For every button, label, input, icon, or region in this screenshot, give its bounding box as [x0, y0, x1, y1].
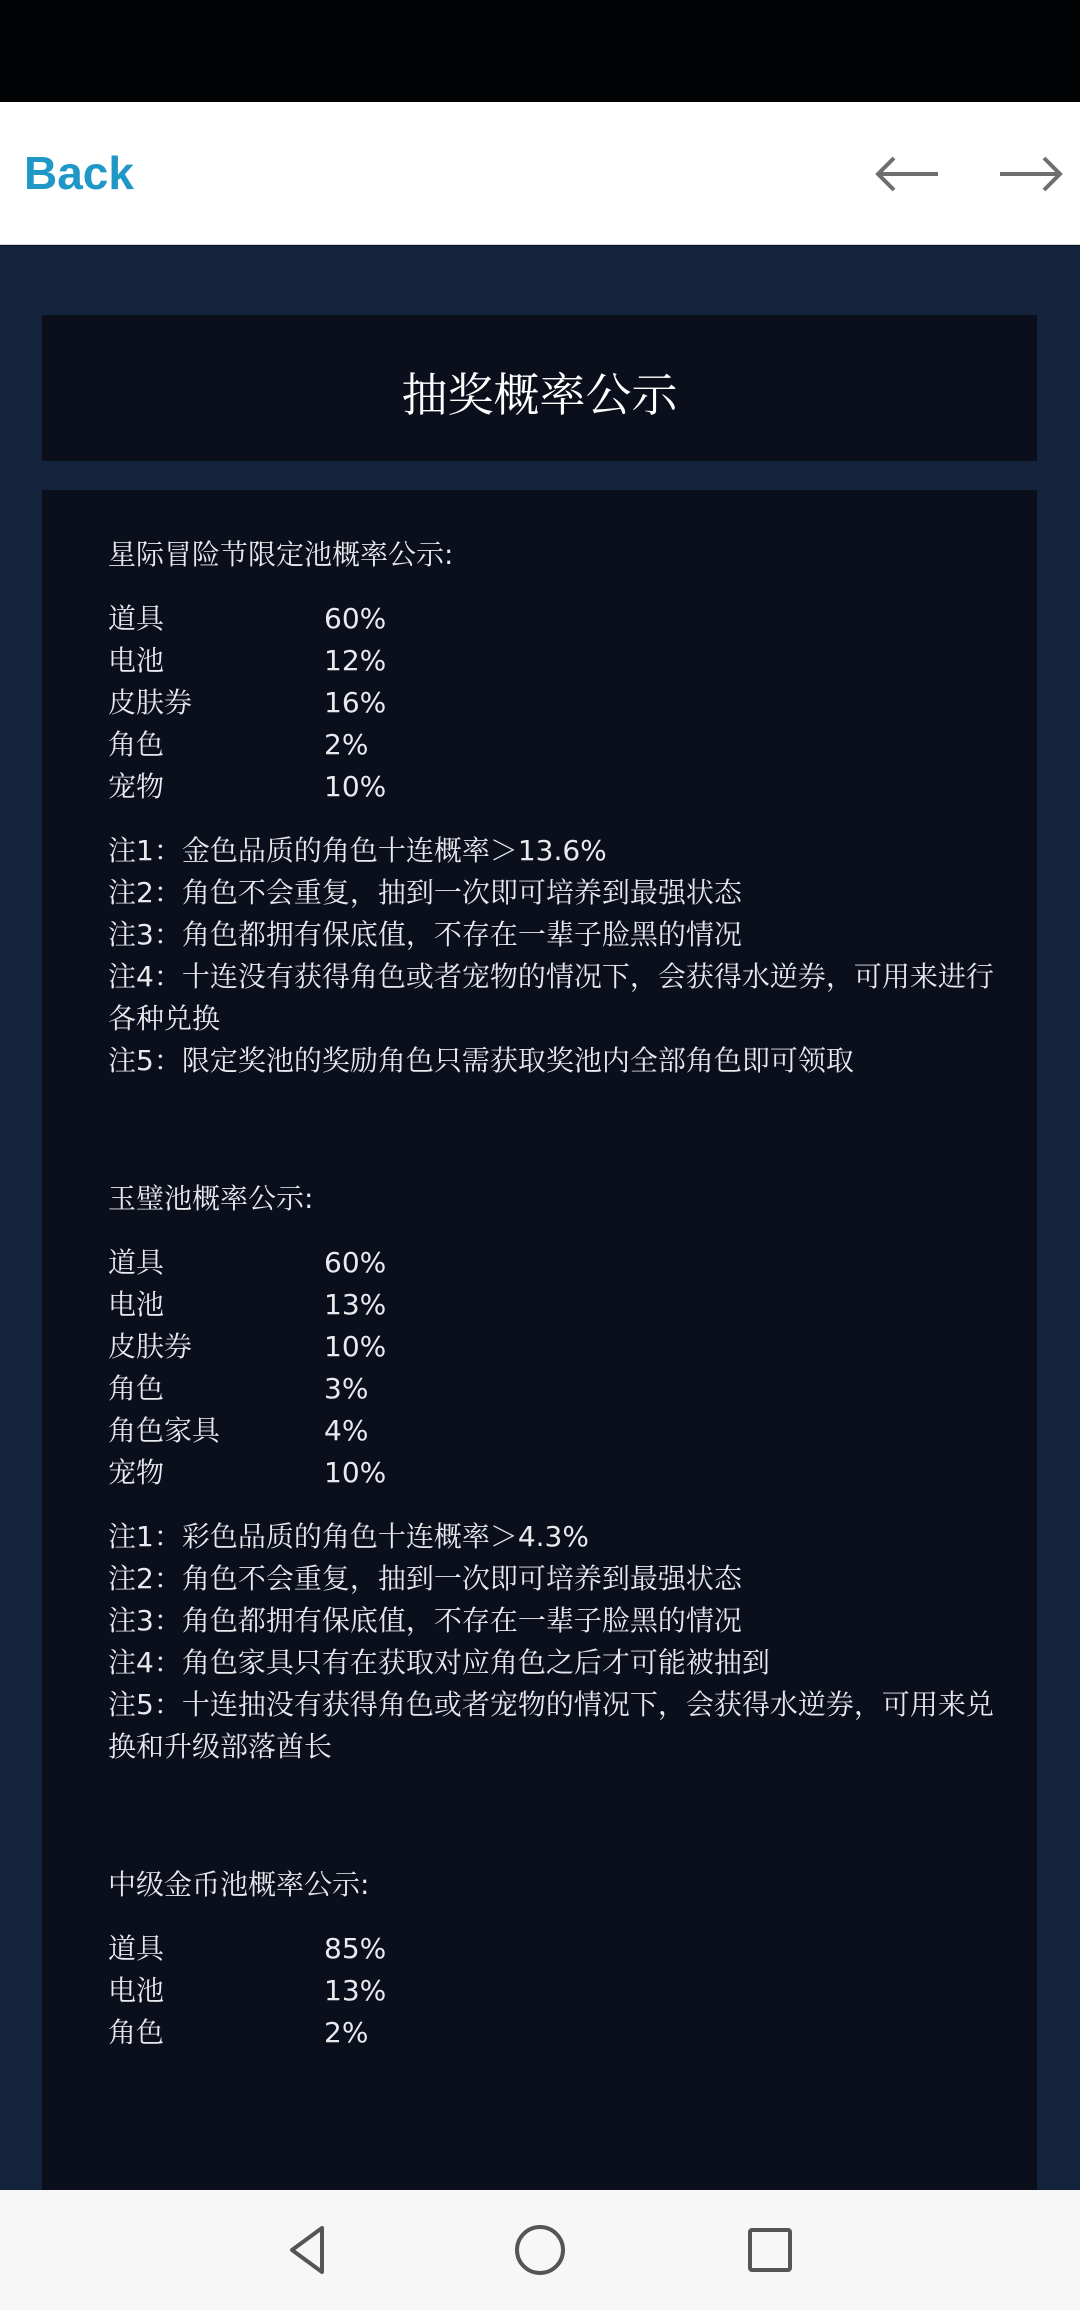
notes-list	[108, 1516, 1008, 1768]
note-text: 注4：角色家具只有在获取对应角色之后才可能被抽到	[108, 1646, 770, 1679]
probability-row	[108, 2012, 1008, 2044]
item-rate: 60%	[324, 1246, 387, 1279]
square-recent-icon[interactable]	[740, 2220, 800, 2280]
probability-row	[108, 598, 1008, 640]
probability-row	[108, 682, 1008, 724]
note-text: 注5：限定奖池的奖励角色只需获取奖池内全部角色即可领取	[108, 1044, 854, 1077]
item-rate: 10%	[324, 1330, 387, 1363]
item-name: 皮肤券	[108, 686, 193, 719]
item-name: 电池	[108, 644, 165, 677]
arrow-right-icon[interactable]	[996, 150, 1066, 198]
notes-list	[108, 830, 1008, 1082]
pool-section	[108, 1178, 1008, 1768]
item-name: 角色	[108, 1372, 165, 1405]
note-text: 注2：角色不会重复，抽到一次即可培养到最强状态	[108, 1562, 742, 1595]
item-name: 道具	[108, 1932, 165, 1965]
probability-row	[108, 1242, 1008, 1284]
item-rate: 3%	[324, 1372, 369, 1405]
item-name: 角色	[108, 728, 165, 761]
item-name: 电池	[108, 1288, 165, 1321]
item-name: 角色家具	[108, 1414, 221, 1447]
pool-section	[108, 534, 1008, 1082]
probability-row	[108, 724, 1008, 766]
circle-home-icon[interactable]	[510, 2220, 570, 2280]
probability-table	[108, 1928, 1008, 2044]
note-text: 注3：角色都拥有保底值，不存在一辈子脸黑的情况	[108, 1604, 742, 1637]
probability-row	[108, 1326, 1008, 1368]
item-name: 宠物	[108, 770, 165, 803]
probability-row	[108, 766, 1008, 808]
triangle-back-icon[interactable]	[278, 2220, 338, 2280]
note-text: 注5：十连抽没有获得角色或者宠物的情况下，会获得水逆券，可用来兑换和升级部落酋长	[108, 1688, 994, 1763]
item-rate: 13%	[324, 1974, 387, 2007]
probability-row	[108, 1284, 1008, 1326]
app-header	[0, 102, 1080, 245]
item-rate: 10%	[324, 770, 387, 803]
pools-container	[108, 534, 1008, 2044]
probability-row	[108, 640, 1008, 682]
item-rate: 10%	[324, 1456, 387, 1489]
item-rate: 16%	[324, 686, 387, 719]
note-text: 注1：彩色品质的角色十连概率＞4.3%	[108, 1520, 589, 1553]
note-text: 注4：十连没有获得角色或者宠物的情况下，会获得水逆券，可用来进行各种兑换	[108, 960, 994, 1035]
status-bar	[0, 0, 1080, 102]
item-name: 道具	[108, 602, 165, 635]
item-rate: 12%	[324, 644, 387, 677]
section-spacer	[108, 1768, 1008, 1864]
item-rate: 85%	[324, 1932, 387, 1965]
pool-section	[108, 1864, 1008, 2044]
note-text: 注2：角色不会重复，抽到一次即可培养到最强状态	[108, 876, 742, 909]
title-card	[42, 315, 1037, 461]
probability-row	[108, 1928, 1008, 1970]
item-name: 皮肤券	[108, 1330, 193, 1363]
section-spacer	[108, 1082, 1008, 1178]
probability-row	[108, 1410, 1008, 1452]
item-rate: 2%	[324, 728, 369, 761]
system-nav-bar	[0, 2190, 1080, 2310]
note-text: 注1：金色品质的角色十连概率＞13.6%	[108, 834, 607, 867]
probability-table	[108, 598, 1008, 808]
pool-heading: 玉璧池概率公示:	[108, 1182, 314, 1215]
pool-heading: 中级金币池概率公示:	[108, 1868, 370, 1901]
pool-heading: 星际冒险节限定池概率公示:	[108, 538, 454, 571]
page-title: 抽奖概率公示	[401, 368, 678, 422]
item-rate: 2%	[324, 2016, 369, 2044]
probability-row	[108, 1368, 1008, 1410]
item-name: 电池	[108, 1974, 165, 2007]
item-rate: 4%	[324, 1414, 369, 1447]
probability-card[interactable]	[42, 490, 1037, 2190]
item-name: 宠物	[108, 1456, 165, 1489]
back-button[interactable]: Back	[24, 147, 134, 199]
arrow-left-icon[interactable]	[872, 150, 942, 198]
probability-table	[108, 1242, 1008, 1494]
probability-row	[108, 1452, 1008, 1494]
item-name: 角色	[108, 2016, 165, 2044]
item-rate: 60%	[324, 602, 387, 635]
probability-row	[108, 1970, 1008, 2012]
item-name: 道具	[108, 1246, 165, 1279]
note-text: 注3：角色都拥有保底值，不存在一辈子脸黑的情况	[108, 918, 742, 951]
item-rate: 13%	[324, 1288, 387, 1321]
